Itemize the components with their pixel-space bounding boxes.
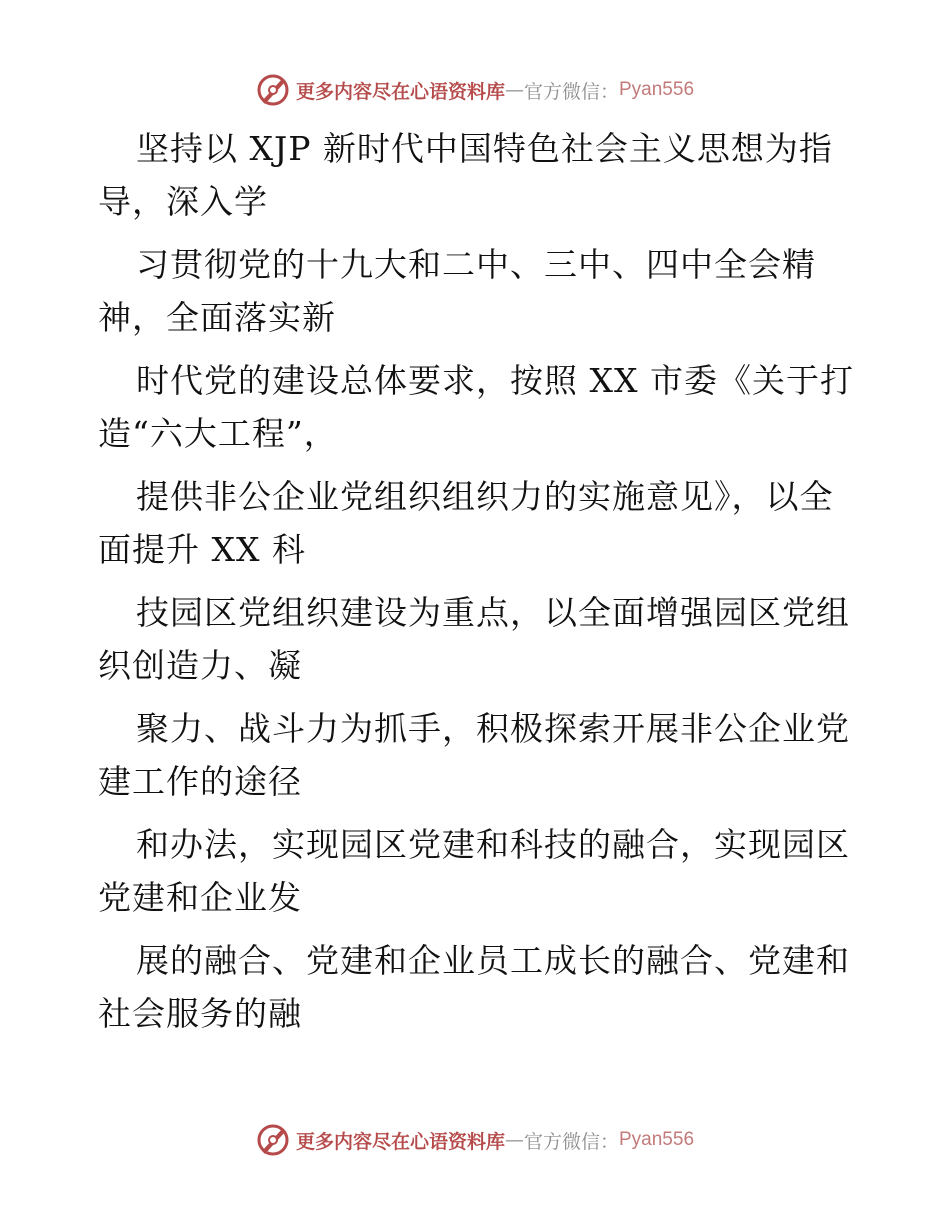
banner-main-text: 更多内容尽在心语资料库	[295, 80, 505, 103]
banner-main-text: 更多内容尽在心语资料库	[295, 1130, 505, 1153]
banner-wechat-id: Pyan556	[619, 1129, 695, 1150]
text-line: 建工作的途径	[98, 762, 302, 801]
banner-sub-text: 官方微信：	[523, 1130, 619, 1153]
text-line: 坚持以 XJP 新时代中国特色社会主义思想为指	[136, 129, 833, 168]
text-line: 习贯彻党的十九大和二中、三中、四中全会精	[136, 245, 816, 284]
banner-wechat-id: Pyan556	[619, 79, 695, 100]
text-line: 提供非公企业党组织组织力的实施意见》，以全	[136, 477, 834, 516]
text-line: 神，全面落实新	[98, 298, 336, 337]
pen-circle-logo-icon	[256, 73, 290, 107]
text-line: 织创造力、凝	[98, 646, 302, 685]
text-line: 技园区党组织建设为重点，以全面增强园区党组	[136, 593, 850, 632]
banner-sub-text: 官方微信：	[523, 80, 619, 103]
footer-banner	[0, 1120, 950, 1160]
pen-circle-logo-icon	[256, 1123, 290, 1157]
banner-dash: —	[504, 1129, 524, 1151]
banner-dash: —	[504, 79, 524, 101]
header-banner	[0, 70, 950, 110]
text-line: 造“六大工程”，	[98, 414, 338, 453]
text-line: 党建和企业发	[98, 878, 302, 917]
text-line: 和办法，实现园区党建和科技的融合，实现园区	[136, 825, 850, 864]
text-line: 面提升 XX 科	[98, 530, 306, 569]
text-line: 聚力、战斗力为抓手，积极探索开展非公企业党	[136, 709, 850, 748]
text-line: 社会服务的融	[98, 994, 302, 1033]
text-line: 展的融合、党建和企业员工成长的融合、党建和	[136, 941, 850, 980]
text-line: 时代党的建设总体要求，按照 XX 市委《关于打	[136, 361, 854, 400]
document-body	[98, 122, 858, 1050]
text-line: 导，深入学	[98, 182, 268, 221]
